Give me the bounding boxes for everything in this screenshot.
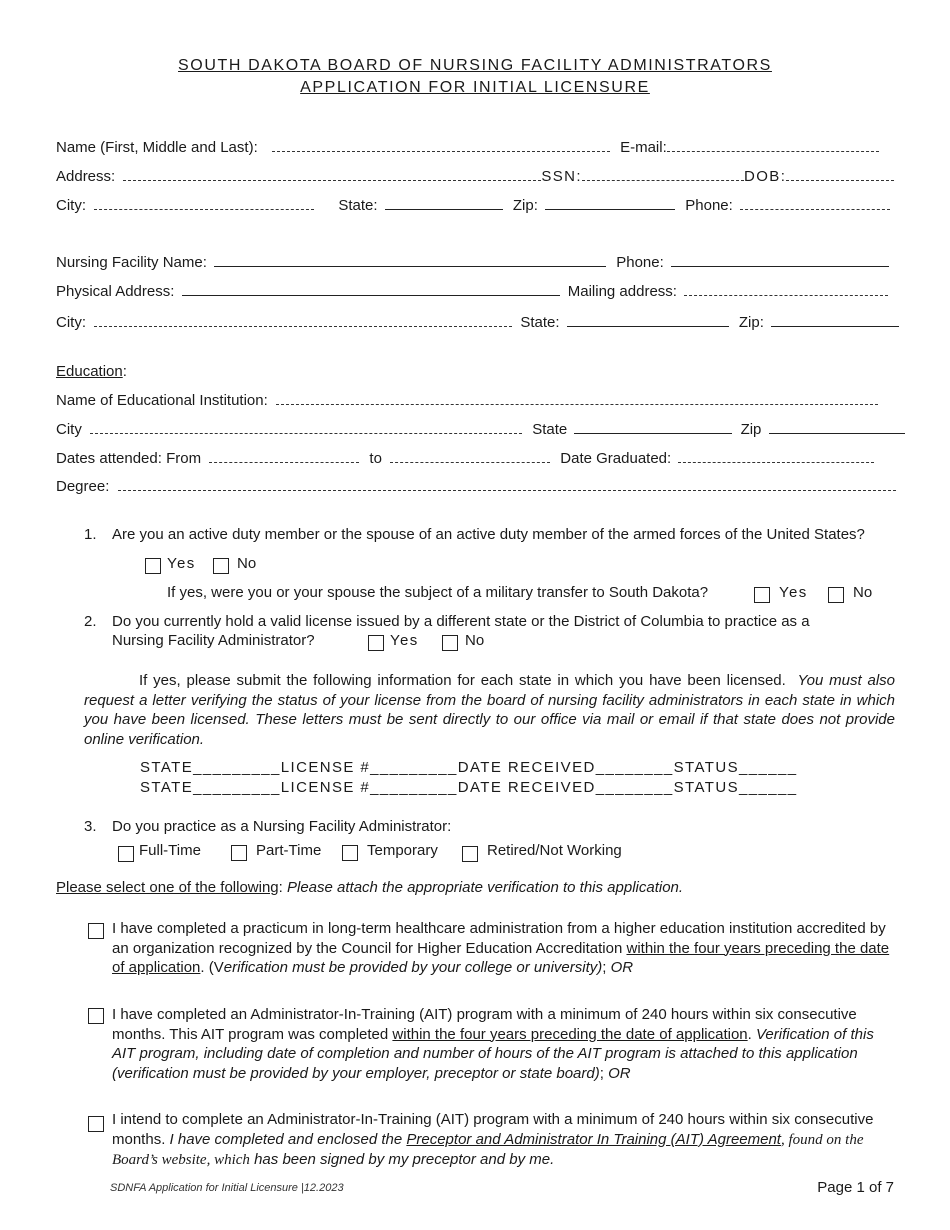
page-number: Page 1 of 7 xyxy=(817,1179,894,1196)
q2-instructions: If yes, please submit the following information for each state in which you have been licensed. You must also request a letter verifying the status of your license from the board of nursing facility administrators in each state in which you have been licensed. These letters must be sent directly to our office via mail or email if that state does not provide online verification. xyxy=(84,672,895,748)
q3-text: Do you practice as a Nursing Facility Administrator: xyxy=(112,818,452,835)
degree-field[interactable] xyxy=(118,477,896,491)
q1-yes-checkbox[interactable] xyxy=(145,558,161,574)
mailing-address-field[interactable] xyxy=(684,282,888,296)
edu-zip-label: Zip xyxy=(740,421,762,438)
phone-field[interactable] xyxy=(740,196,890,210)
dates-to-field[interactable] xyxy=(390,449,550,463)
state-label: State: xyxy=(338,197,378,214)
facility-name-field[interactable] xyxy=(214,253,606,267)
facility-zip-label: Zip: xyxy=(738,314,764,331)
option-ait-completed-checkbox[interactable] xyxy=(88,1008,104,1024)
q1-followup-text: If yes, were you or your spouse the subject of a military transfer to South Dakota? xyxy=(167,584,709,601)
address-label: Address: xyxy=(56,168,116,185)
dates-row xyxy=(56,449,874,467)
retired-label: Retired/Not Working xyxy=(487,842,622,859)
q3-number: 3. xyxy=(84,818,97,835)
applicant-name-row xyxy=(56,138,879,156)
q2-no-checkbox[interactable] xyxy=(442,635,458,651)
q2-yes-checkbox[interactable] xyxy=(368,635,384,651)
q1-transfer-yes-checkbox[interactable] xyxy=(754,587,770,603)
temporary-label: Temporary xyxy=(367,842,438,859)
q1-text: Are you an active duty member or the spouse of an active duty member of the armed forces of the United States? xyxy=(112,526,865,543)
city-field[interactable] xyxy=(94,196,314,210)
q1-transfer-no-label: No xyxy=(853,584,873,601)
form-title: SOUTH DAKOTA BOARD OF NURSING FACILITY ADMINISTRATORS xyxy=(178,57,772,74)
applicant-city-row xyxy=(56,196,890,214)
dob-field[interactable] xyxy=(786,167,894,181)
applicant-address-row xyxy=(56,167,894,185)
option-practicum-checkbox[interactable] xyxy=(88,923,104,939)
dob-label: DOB: xyxy=(744,168,787,185)
q1-yes-label: Yes xyxy=(167,555,196,572)
facility-state-label: State: xyxy=(520,314,560,331)
physical-address-label: Physical Address: xyxy=(56,283,175,300)
q1-no-label: No xyxy=(237,555,257,572)
facility-state-field[interactable] xyxy=(567,313,729,327)
facility-city-row xyxy=(56,313,899,331)
edu-state-field[interactable] xyxy=(574,420,732,434)
email-label: E-mail: xyxy=(620,139,667,156)
full-time-label: Full-Time xyxy=(139,842,201,859)
option-ait-completed-text: I have completed an Administrator-In-Training (AIT) program with a minimum of 240 hours within six consecutive months. This AIT program was completed within the four years preceding the date of application. Verification of this AIT program, including date of completion and number of hours of the AIT program is attached to this application (verification must be provided by your employer, preceptor or state board); OR xyxy=(112,1006,874,1082)
email-field[interactable] xyxy=(667,138,879,152)
edu-city-label: City xyxy=(56,421,82,438)
zip-field[interactable] xyxy=(545,196,675,210)
zip-label: Zip: xyxy=(512,197,538,214)
ssn-field[interactable] xyxy=(582,167,744,181)
education-city-row xyxy=(56,420,905,438)
graduated-field[interactable] xyxy=(678,449,874,463)
part-time-label: Part-Time xyxy=(256,842,322,859)
degree-row xyxy=(56,477,896,495)
dates-to-label: to xyxy=(369,450,382,467)
ait-agreement-link[interactable]: Preceptor and Administrator In Training (AIT) Agreement xyxy=(406,1130,781,1148)
edu-state-label: State xyxy=(532,421,568,438)
license-row-2[interactable]: STATE_________LICENSE #_________DATE RECEIVED________STATUS______ xyxy=(140,779,798,796)
state-field[interactable] xyxy=(385,196,503,210)
q1-transfer-yes-label: Yes xyxy=(779,584,808,601)
facility-name-label: Nursing Facility Name: xyxy=(56,254,207,271)
option-ait-intend-checkbox[interactable] xyxy=(88,1116,104,1132)
q2-text-line2: Nursing Facility Administrator? xyxy=(112,632,315,649)
facility-phone-field[interactable] xyxy=(671,253,889,267)
part-time-checkbox[interactable] xyxy=(231,845,247,861)
dates-label: Dates attended: From xyxy=(56,450,202,467)
q1-number: 1. xyxy=(84,526,97,543)
graduated-label: Date Graduated: xyxy=(560,450,672,467)
institution-field[interactable] xyxy=(276,391,878,405)
facility-phone-label: Phone: xyxy=(616,254,664,271)
edu-zip-field[interactable] xyxy=(769,420,905,434)
address-field[interactable] xyxy=(123,167,541,181)
dates-from-field[interactable] xyxy=(209,449,359,463)
institution-row xyxy=(56,391,878,409)
phone-label: Phone: xyxy=(685,197,733,214)
select-heading: Please select one of the following: Please attach the appropriate verification to this application. xyxy=(56,879,684,896)
facility-zip-field[interactable] xyxy=(771,313,899,327)
facility-city-label: City: xyxy=(56,314,86,331)
form-subtitle: APPLICATION FOR INITIAL LICENSURE xyxy=(300,79,650,96)
q2-no-label: No xyxy=(465,632,485,649)
edu-city-field[interactable] xyxy=(90,420,522,434)
degree-label: Degree: xyxy=(56,478,110,495)
option-practicum-text: I have completed a practicum in long-term healthcare administration from a higher education institution accredited by an organization recognized by the Council for Higher Education Accreditation within the four years preceding the date of application. (Verification must be provided by your college or university); OR xyxy=(112,920,890,976)
ssn-label: SSN: xyxy=(541,168,582,185)
q1-no-checkbox[interactable] xyxy=(213,558,229,574)
physical-address-field[interactable] xyxy=(182,282,560,296)
q1-transfer-no-checkbox[interactable] xyxy=(828,587,844,603)
full-time-checkbox[interactable] xyxy=(118,846,134,862)
select-instruction: Please attach the appropriate verification to this application. xyxy=(287,879,684,896)
name-label: Name (First, Middle and Last): xyxy=(56,139,258,156)
mailing-address-label: Mailing address: xyxy=(567,283,677,300)
city-label: City: xyxy=(56,197,86,214)
license-row-1[interactable]: STATE_________LICENSE #_________DATE RECEIVED________STATUS______ xyxy=(140,759,798,776)
q2-number: 2. xyxy=(84,613,97,630)
facility-name-row xyxy=(56,253,889,271)
temporary-checkbox[interactable] xyxy=(342,845,358,861)
education-heading: Education: xyxy=(56,363,127,380)
facility-address-row xyxy=(56,282,888,300)
footer-doc-id: SDNFA Application for Initial Licensure |12.2023 xyxy=(110,1182,344,1194)
name-field[interactable] xyxy=(272,138,610,152)
option-ait-intend-text: I intend to complete an Administrator-In-Training (AIT) program with a minimum of 240 hours within six consecutive months. I have completed and enclosed the Preceptor and Administrator In Training (AIT) Agreement, found on the Board’s website, which has been signed by my preceptor and by me. xyxy=(112,1111,874,1168)
q2-text-line1: Do you currently hold a valid license issued by a different state or the District of Columbia to practice as a xyxy=(112,613,810,630)
institution-label: Name of Educational Institution: xyxy=(56,392,268,409)
facility-city-field[interactable] xyxy=(94,313,512,327)
q2-yes-label: Yes xyxy=(390,632,419,649)
retired-checkbox[interactable] xyxy=(462,846,478,862)
